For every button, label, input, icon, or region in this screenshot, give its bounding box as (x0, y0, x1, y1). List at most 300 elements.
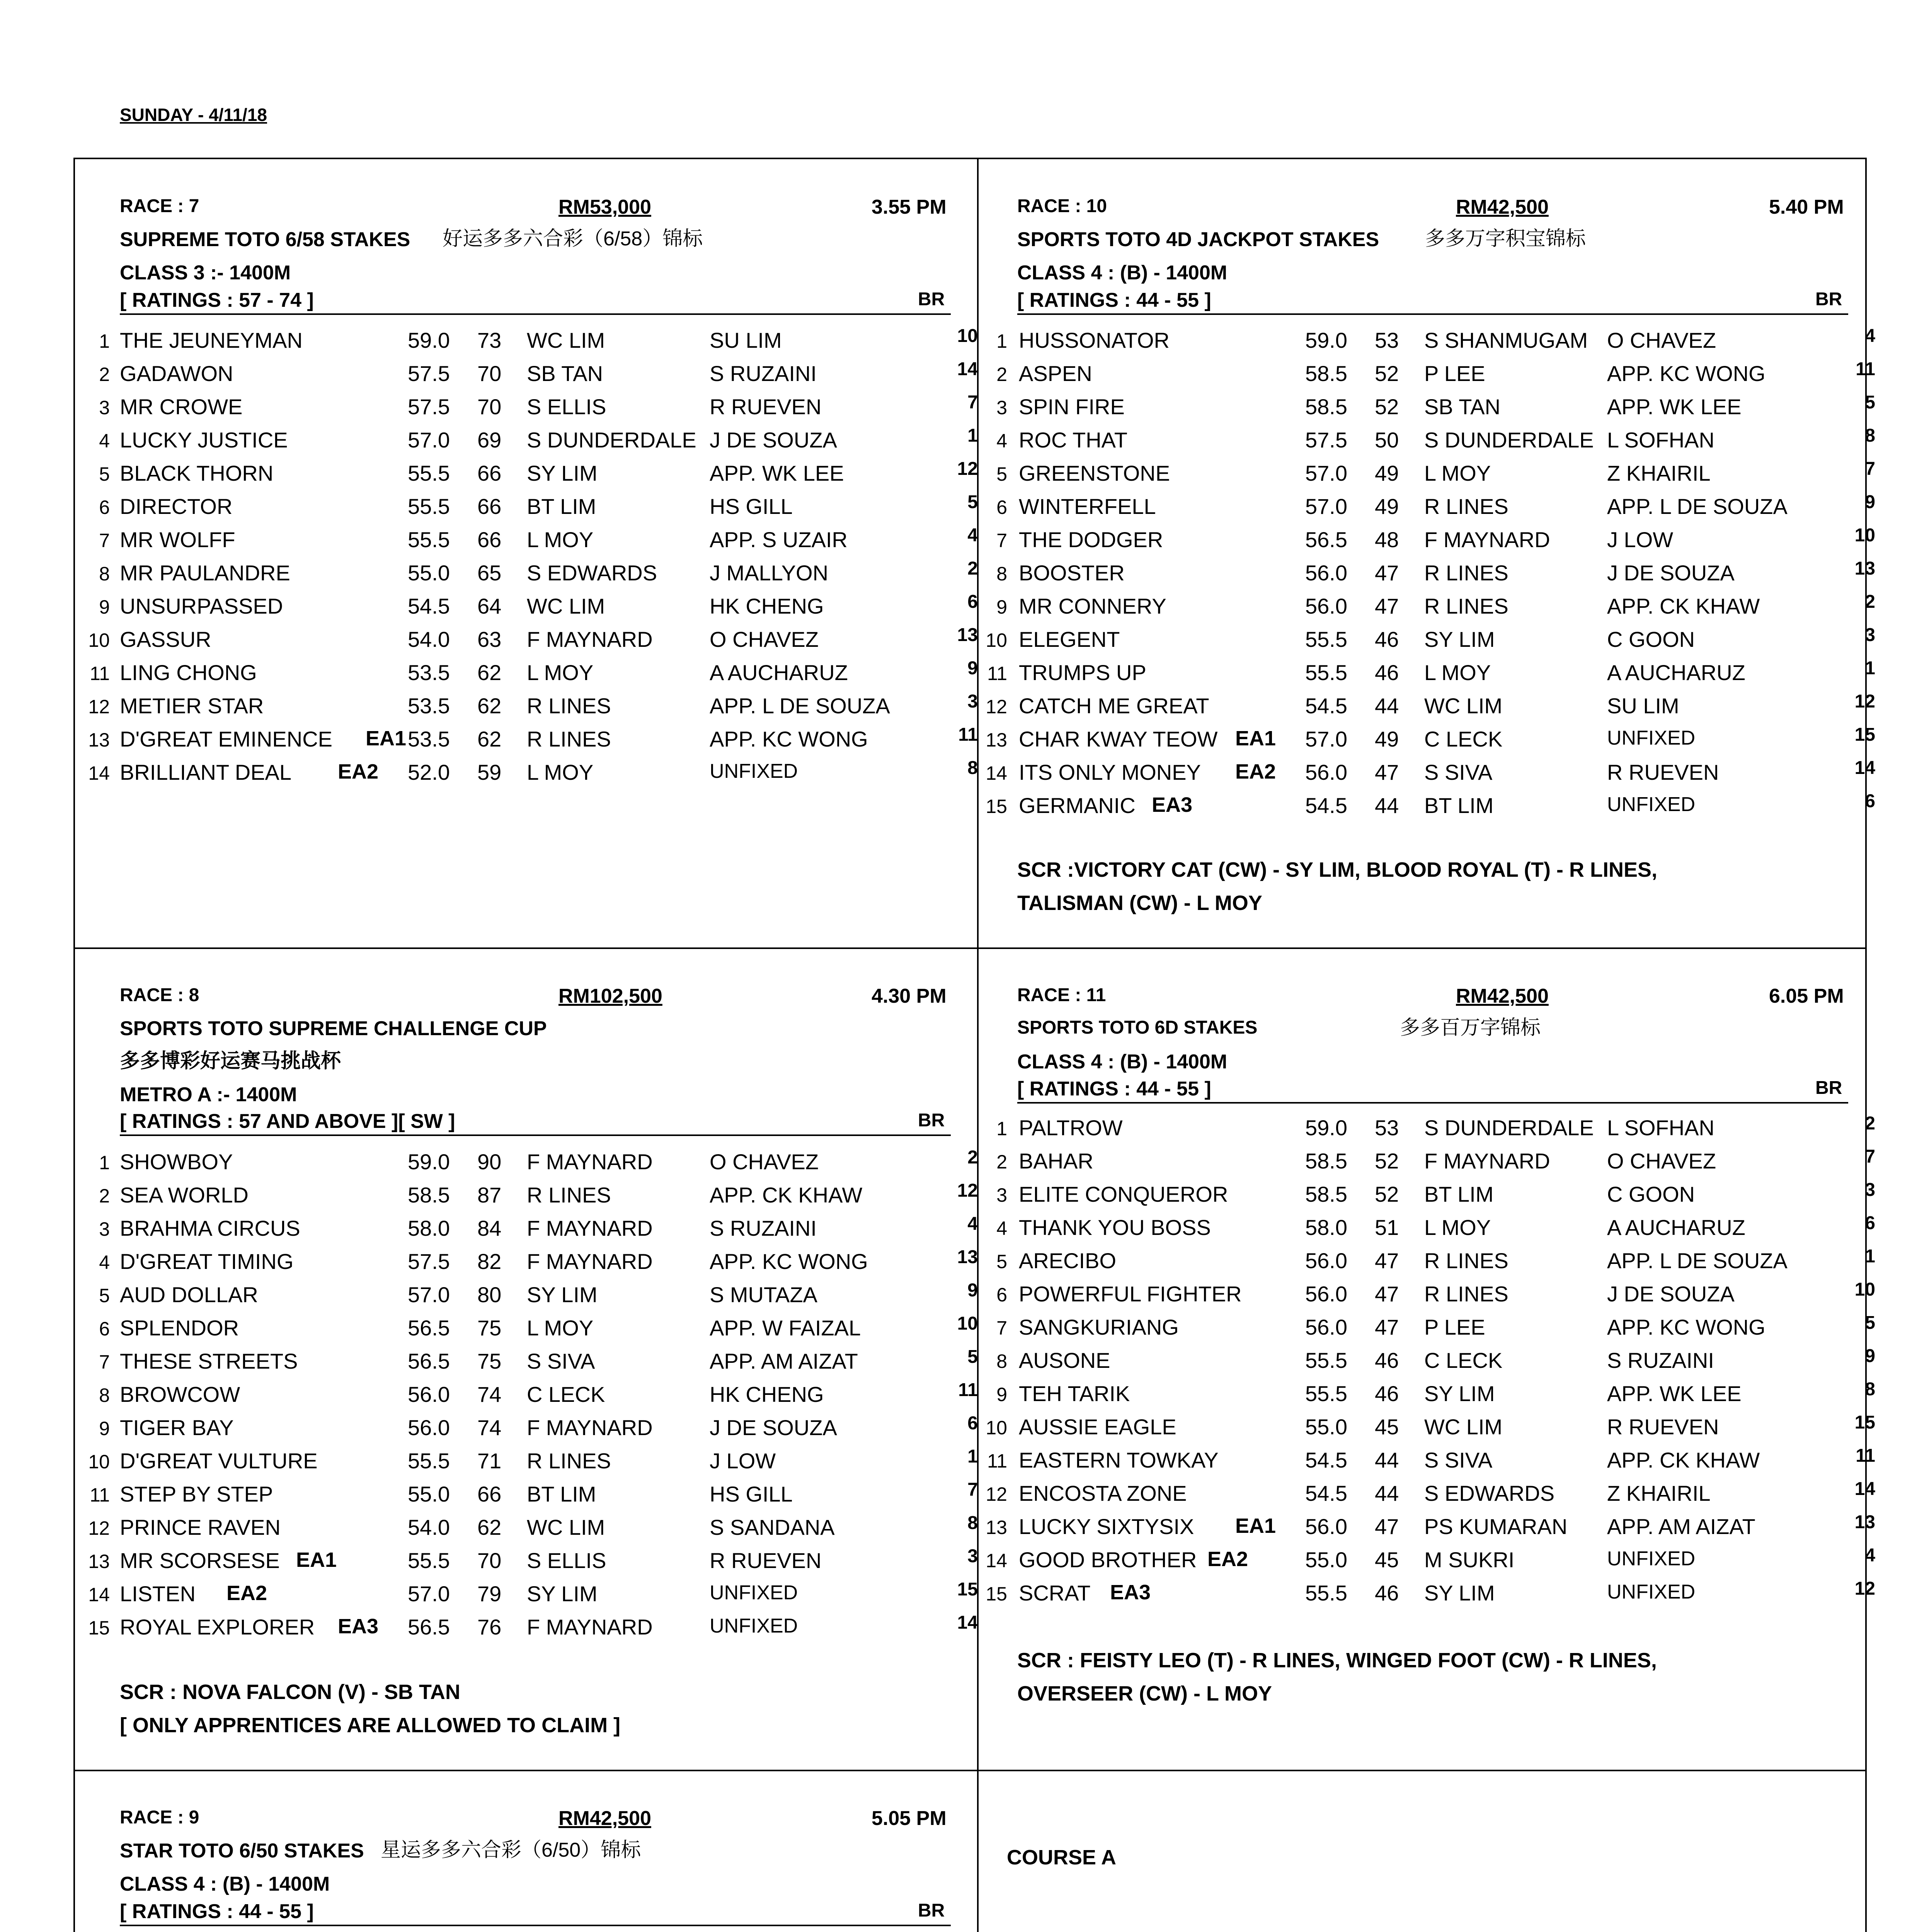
horse-name: SPLENDOR (120, 1316, 239, 1340)
barrier-draw: 3 (967, 1546, 978, 1566)
trainer: R LINES (527, 694, 611, 718)
trainer: S ELLIS (527, 1548, 606, 1573)
jockey: J LOW (710, 1449, 776, 1473)
weight: 57.0 (408, 1582, 450, 1606)
trainer: SY LIM (1424, 1581, 1495, 1605)
weight: 59.0 (408, 328, 450, 352)
horse-name: STEP BY STEP (120, 1482, 273, 1506)
horse-name: HUSSONATOR (1019, 328, 1170, 352)
entry-number: 8 (99, 1384, 110, 1406)
rating: 48 (1375, 527, 1399, 552)
jockey: APP. KC WONG (710, 727, 868, 751)
jockey: R RUEVEN (1607, 1415, 1719, 1439)
horse-name: CATCH ME GREAT (1019, 694, 1209, 718)
jockey: J LOW (1607, 527, 1674, 552)
weight: 55.5 (1305, 1381, 1347, 1406)
entry-number: 11 (987, 1450, 1007, 1472)
trainer: R LINES (527, 1183, 611, 1207)
race-class: CLASS 4 : (B) - 1400M (1017, 262, 1227, 284)
entry-number: 8 (99, 563, 110, 585)
rating: 47 (1375, 1248, 1399, 1273)
horse-name: BROWCOW (120, 1382, 240, 1406)
weight: 58.0 (408, 1216, 450, 1240)
barrier-draw: 8 (967, 758, 978, 778)
barrier-draw: 5 (1865, 392, 1875, 413)
trainer: F MAYNARD (527, 1249, 653, 1274)
entry-number: 10 (986, 1417, 1007, 1439)
rating: 47 (1375, 594, 1399, 618)
trainer: WC LIM (527, 328, 605, 352)
barrier-draw: 15 (957, 1579, 978, 1600)
entry-number: 15 (986, 1583, 1007, 1605)
eligible-acceptor-tag: EA3 (1152, 793, 1193, 816)
barrier-draw: 11 (958, 724, 978, 745)
ratings-underline (120, 1925, 951, 1926)
weight: 56.0 (1305, 1315, 1347, 1339)
horse-name: LUCKY SIXTYSIX (1019, 1514, 1194, 1539)
rating: 52 (1375, 395, 1399, 419)
jockey: APP. L DE SOUZA (1607, 494, 1788, 519)
ratings-label: [ RATINGS : 57 - 74 ] (120, 289, 314, 311)
weight: 53.5 (408, 727, 450, 751)
weight: 55.5 (408, 527, 450, 552)
entry-number: 5 (996, 1251, 1007, 1272)
rating: 84 (477, 1216, 502, 1240)
jockey: APP. WK LEE (1607, 395, 1742, 419)
horse-name: THE DODGER (1019, 527, 1163, 552)
horse-name: THESE STREETS (120, 1349, 298, 1373)
barrier-draw: 9 (1865, 492, 1875, 512)
horse-name: AUD DOLLAR (120, 1282, 258, 1307)
weight: 55.0 (408, 561, 450, 585)
jockey: J DE SOUZA (710, 1415, 837, 1440)
barrier-header: BR (918, 289, 945, 310)
rating: 66 (477, 494, 502, 519)
race-class: METRO A :- 1400M (120, 1083, 297, 1106)
weight: 56.0 (408, 1382, 450, 1406)
eligible-acceptor-tag: EA2 (338, 760, 379, 783)
barrier-draw: 1 (1865, 658, 1875, 679)
horse-name: D'GREAT VULTURE (120, 1449, 318, 1473)
jockey: S SANDANA (710, 1515, 835, 1539)
weight: 59.0 (1305, 328, 1347, 352)
horse-name: MR SCORSESE (120, 1548, 280, 1573)
rating: 87 (477, 1183, 502, 1207)
rating: 49 (1375, 727, 1399, 751)
rating: 70 (477, 361, 502, 386)
race-time: 5.40 PM (1769, 196, 1844, 218)
jockey: O CHAVEZ (710, 1150, 819, 1174)
barrier-draw: 12 (1854, 1578, 1875, 1599)
entry-number: 2 (99, 364, 110, 385)
race-class: CLASS 3 :- 1400M (120, 262, 291, 284)
trainer: R LINES (1424, 1248, 1508, 1273)
rating: 51 (1375, 1215, 1399, 1240)
barrier-draw: 9 (967, 1280, 978, 1301)
trainer: F MAYNARD (527, 1150, 653, 1174)
entry-number: 9 (996, 1384, 1007, 1405)
entry-number: 5 (99, 463, 110, 485)
jockey: Z KHAIRIL (1607, 1481, 1711, 1505)
row-divider-2 (73, 1770, 1867, 1771)
weight: 58.5 (1305, 361, 1347, 386)
horse-name: ASPEN (1019, 361, 1092, 386)
entry-number: 11 (90, 1484, 110, 1506)
jockey: S MUTAZA (710, 1282, 817, 1307)
entry-number: 12 (986, 1483, 1007, 1505)
rating: 76 (477, 1615, 502, 1639)
rating: 70 (477, 1548, 502, 1573)
row-divider-1 (73, 947, 1867, 949)
horse-name: MR CONNERY (1019, 594, 1166, 618)
race-number: RACE : 7 (120, 196, 199, 216)
entry-number: 4 (996, 1218, 1007, 1239)
trainer: S EDWARDS (1424, 1481, 1555, 1505)
weight: 55.0 (1305, 1548, 1347, 1572)
entry-number: 7 (99, 1351, 110, 1373)
barrier-draw: 4 (967, 525, 978, 546)
jockey: J DE SOUZA (1607, 561, 1735, 585)
rating: 75 (477, 1316, 502, 1340)
jockey: C GOON (1607, 627, 1695, 651)
race-name: STAR TOTO 6/50 STAKES (120, 1840, 364, 1862)
entry-number: 11 (987, 663, 1007, 684)
barrier-draw: 7 (967, 1480, 978, 1500)
eligible-acceptor-tag: EA3 (1110, 1581, 1151, 1604)
barrier-header: BR (918, 1900, 945, 1921)
weight: 54.5 (1305, 1448, 1347, 1472)
horse-name: BAHAR (1019, 1149, 1093, 1173)
entry-number: 4 (99, 430, 110, 452)
trainer: R LINES (1424, 1282, 1508, 1306)
barrier-draw: 13 (1854, 558, 1875, 579)
horse-name: SANGKURIANG (1019, 1315, 1179, 1339)
jockey: SU LIM (710, 328, 782, 352)
horse-name: ELITE CONQUEROR (1019, 1182, 1228, 1206)
jockey: UNFIXED (1607, 1581, 1696, 1603)
scratching-note: TALISMAN (CW) - L MOY (1017, 891, 1262, 915)
race-name: SPORTS TOTO 4D JACKPOT STAKES (1017, 228, 1379, 251)
race-name-chinese: 好运多多六合彩（6/58）锦标 (443, 228, 703, 250)
eligible-acceptor-tag: EA2 (226, 1582, 267, 1605)
race-name: SPORTS TOTO 6D STAKES (1017, 1017, 1258, 1038)
weight: 55.5 (1305, 660, 1347, 685)
ratings-label: [ RATINGS : 44 - 55 ] (1017, 1078, 1211, 1100)
weight: 56.5 (408, 1349, 450, 1373)
race-number: RACE : 8 (120, 985, 199, 1005)
horse-name: UNSURPASSED (120, 594, 283, 618)
weight: 54.5 (1305, 1481, 1347, 1505)
horse-name: EASTERN TOWKAY (1019, 1448, 1219, 1472)
horse-name: PRINCE RAVEN (120, 1515, 281, 1539)
weight: 58.5 (1305, 1182, 1347, 1206)
jockey: UNFIXED (710, 1615, 798, 1637)
horse-name: GOOD BROTHER (1019, 1548, 1197, 1572)
trainer: S DUNDERDALE (1424, 428, 1594, 452)
barrier-draw: 11 (1856, 359, 1875, 379)
horse-name: LING CHONG (120, 660, 257, 685)
course-label: COURSE A (1007, 1846, 1117, 1869)
entry-number: 14 (88, 1584, 110, 1605)
trainer: F MAYNARD (527, 1216, 653, 1240)
trainer: R LINES (527, 727, 611, 751)
horse-name: ROYAL EXPLORER (120, 1615, 315, 1639)
weight: 55.5 (408, 461, 450, 485)
jockey: HS GILL (710, 494, 793, 519)
jockey: O CHAVEZ (1607, 1149, 1716, 1173)
scratching-note: [ ONLY APPRENTICES ARE ALLOWED TO CLAIM ] (120, 1714, 621, 1737)
weight: 57.0 (1305, 727, 1347, 751)
rating: 47 (1375, 561, 1399, 585)
jockey: S RUZAINI (1607, 1348, 1714, 1372)
trainer: L MOY (1424, 660, 1491, 685)
barrier-draw: 2 (967, 1147, 978, 1168)
jockey: APP. CK KHAW (1607, 1448, 1760, 1472)
trainer: BT LIM (1424, 1182, 1494, 1206)
trainer: SY LIM (527, 1282, 598, 1307)
page-date-header: SUNDAY - 4/11/18 (120, 105, 267, 125)
barrier-draw: 8 (1865, 1379, 1875, 1400)
rating: 66 (477, 527, 502, 552)
horse-name: SCRAT (1019, 1581, 1091, 1605)
entry-number: 13 (88, 1551, 110, 1572)
rating: 53 (1375, 1116, 1399, 1140)
barrier-draw: 15 (1854, 724, 1875, 745)
race-class: CLASS 4 : (B) - 1400M (1017, 1051, 1227, 1073)
barrier-draw: 12 (957, 1180, 978, 1201)
ratings-label: [ RATINGS : 57 AND ABOVE ][ SW ] (120, 1110, 455, 1133)
weight: 56.0 (1305, 760, 1347, 784)
horse-name: MR CROWE (120, 395, 243, 419)
rating: 53 (1375, 328, 1399, 352)
weight: 56.5 (408, 1316, 450, 1340)
rating: 44 (1375, 1481, 1399, 1505)
rating: 45 (1375, 1548, 1399, 1572)
trainer: SB TAN (1424, 395, 1501, 419)
barrier-draw: 14 (957, 1612, 978, 1633)
trainer: R LINES (1424, 494, 1508, 519)
barrier-draw: 1 (1865, 1246, 1875, 1267)
jockey: APP. KC WONG (1607, 361, 1765, 386)
entry-number: 2 (996, 364, 1007, 385)
entry-number: 10 (986, 629, 1007, 651)
rating: 45 (1375, 1415, 1399, 1439)
eligible-acceptor-tag: EA1 (366, 727, 407, 750)
entry-number: 15 (88, 1617, 110, 1639)
jockey: A AUCHARUZ (710, 660, 848, 685)
jockey: L SOFHAN (1607, 1116, 1714, 1140)
horse-name: METIER STAR (120, 694, 264, 718)
weight: 58.5 (408, 1183, 450, 1207)
horse-name: ENCOSTA ZONE (1019, 1481, 1187, 1505)
jockey: A AUCHARUZ (1607, 660, 1745, 685)
rating: 52 (1375, 1149, 1399, 1173)
barrier-draw: 1 (967, 425, 978, 446)
trainer: BT LIM (527, 1482, 596, 1506)
entry-number: 6 (99, 497, 110, 518)
trainer: L MOY (1424, 1215, 1491, 1240)
jockey: UNFIXED (710, 1582, 798, 1604)
barrier-draw: 13 (957, 625, 978, 645)
entry-number: 12 (88, 1517, 110, 1539)
jockey: J MALLYON (710, 561, 829, 585)
jockey: L SOFHAN (1607, 428, 1714, 452)
jockey: J DE SOUZA (1607, 1282, 1735, 1306)
rating: 50 (1375, 428, 1399, 452)
horse-name: ROC THAT (1019, 428, 1128, 452)
barrier-draw: 9 (967, 658, 978, 679)
barrier-draw: 2 (1865, 1113, 1875, 1134)
jockey: UNFIXED (1607, 727, 1696, 749)
horse-name: MR WOLFF (120, 527, 235, 552)
jockey: APP. W FAIZAL (710, 1316, 861, 1340)
barrier-draw: 6 (1865, 1213, 1875, 1233)
jockey: APP. CK KHAW (1607, 594, 1760, 618)
rating: 47 (1375, 1514, 1399, 1539)
rating: 49 (1375, 461, 1399, 485)
horse-name: LUCKY JUSTICE (120, 428, 288, 452)
weight: 56.0 (1305, 561, 1347, 585)
horse-name: DIRECTOR (120, 494, 233, 519)
trainer: SY LIM (1424, 627, 1495, 651)
entry-number: 2 (99, 1185, 110, 1207)
barrier-draw: 6 (1865, 791, 1875, 811)
horse-name: ITS ONLY MONEY (1019, 760, 1201, 784)
jockey: O CHAVEZ (1607, 328, 1716, 352)
barrier-draw: 8 (967, 1513, 978, 1533)
trainer: F MAYNARD (527, 1415, 653, 1440)
entry-number: 7 (996, 530, 1007, 551)
ratings-label: [ RATINGS : 44 - 55 ] (1017, 289, 1211, 311)
ratings-row (120, 1900, 951, 1923)
horse-name: ELEGENT (1019, 627, 1120, 651)
barrier-draw: 14 (1854, 758, 1875, 778)
race-time: 6.05 PM (1769, 985, 1844, 1007)
barrier-draw: 3 (1865, 1180, 1875, 1200)
barrier-draw: 5 (967, 1347, 978, 1367)
rating: 62 (477, 1515, 502, 1539)
horse-name: AUSSIE EAGLE (1019, 1415, 1176, 1439)
weight: 55.5 (1305, 627, 1347, 651)
weight: 57.5 (408, 1249, 450, 1274)
entry-number: 4 (996, 430, 1007, 452)
weight: 53.5 (408, 694, 450, 718)
entry-number: 13 (88, 729, 110, 751)
barrier-draw: 13 (1854, 1512, 1875, 1532)
race-name-chinese: 多多万字积宝锦标 (1425, 228, 1586, 250)
rating: 47 (1375, 760, 1399, 784)
race-name-chinese: 星运多多六合彩（6/50）锦标 (381, 1839, 641, 1861)
weight: 57.5 (408, 361, 450, 386)
barrier-draw: 14 (1854, 1479, 1875, 1499)
weight: 59.0 (1305, 1116, 1347, 1140)
entry-number: 3 (996, 1184, 1007, 1206)
trainer: BT LIM (527, 494, 596, 519)
entry-number: 5 (996, 463, 1007, 485)
entry-number: 14 (88, 762, 110, 784)
rating: 62 (477, 694, 502, 718)
weight: 58.5 (1305, 1149, 1347, 1173)
weight: 56.5 (1305, 527, 1347, 552)
trainer: S DUNDERDALE (527, 428, 696, 452)
ratings-row (1017, 289, 1848, 312)
trainer: S EDWARDS (527, 561, 657, 585)
horse-name: THE JEUNEYMAN (120, 328, 303, 352)
trainer: SY LIM (1424, 1381, 1495, 1406)
race-purse: RM53,000 (558, 196, 651, 218)
trainer: BT LIM (1424, 793, 1494, 818)
weight: 56.0 (408, 1415, 450, 1440)
rating: 52 (1375, 1182, 1399, 1206)
horse-name: WINTERFELL (1019, 494, 1156, 519)
rating: 80 (477, 1282, 502, 1307)
horse-name: BOOSTER (1019, 561, 1125, 585)
rating: 46 (1375, 1348, 1399, 1372)
entry-number: 13 (986, 1517, 1007, 1538)
horse-name: GREENSTONE (1019, 461, 1170, 485)
horse-name: D'GREAT EMINENCE (120, 727, 333, 751)
entry-number: 14 (986, 1550, 1007, 1571)
trainer: SY LIM (527, 1582, 598, 1606)
barrier-draw: 4 (1865, 1545, 1875, 1566)
barrier-header: BR (1815, 1078, 1842, 1098)
horse-name: BRILLIANT DEAL (120, 760, 292, 784)
rating: 79 (477, 1582, 502, 1606)
trainer: F MAYNARD (527, 627, 653, 651)
barrier-draw: 7 (1865, 459, 1875, 479)
barrier-draw: 13 (957, 1247, 978, 1267)
barrier-draw: 5 (1865, 1313, 1875, 1333)
entry-number: 9 (99, 596, 110, 618)
rating: 44 (1375, 1448, 1399, 1472)
entry-number: 9 (996, 596, 1007, 618)
horse-name: TRUMPS UP (1019, 660, 1146, 685)
race-name-chinese: 多多博彩好运赛马挑战杯 (120, 1050, 341, 1072)
trainer: R LINES (1424, 561, 1508, 585)
entry-number: 8 (996, 1350, 1007, 1372)
entry-number: 5 (99, 1285, 110, 1306)
jockey: APP. L DE SOUZA (710, 694, 890, 718)
barrier-draw: 4 (1865, 326, 1875, 346)
weight: 54.5 (408, 594, 450, 618)
barrier-draw: 2 (1865, 592, 1875, 612)
weight: 56.0 (1305, 1248, 1347, 1273)
barrier-draw: 1 (967, 1446, 978, 1467)
barrier-draw: 3 (967, 691, 978, 712)
ratings-underline (120, 313, 951, 315)
race-number: RACE : 10 (1017, 196, 1107, 216)
rating: 74 (477, 1382, 502, 1406)
jockey: APP. AM AIZAT (710, 1349, 858, 1373)
race-purse: RM102,500 (558, 985, 662, 1007)
ratings-row (120, 289, 951, 312)
weight: 54.5 (1305, 793, 1347, 818)
horse-name: POWERFUL FIGHTER (1019, 1282, 1242, 1306)
trainer: S ELLIS (527, 395, 606, 419)
rating: 74 (477, 1415, 502, 1440)
horse-name: ARECIBO (1019, 1248, 1117, 1273)
weight: 52.0 (408, 760, 450, 784)
jockey: HK CHENG (710, 1382, 824, 1406)
barrier-draw: 5 (967, 492, 978, 512)
race-purse: RM42,500 (1456, 196, 1549, 218)
rating: 63 (477, 627, 502, 651)
scratching-note: OVERSEER (CW) - L MOY (1017, 1682, 1272, 1705)
trainer: C LECK (1424, 1348, 1503, 1372)
weight: 57.0 (1305, 494, 1347, 519)
weight: 55.5 (408, 1548, 450, 1573)
entry-number: 3 (99, 1218, 110, 1240)
